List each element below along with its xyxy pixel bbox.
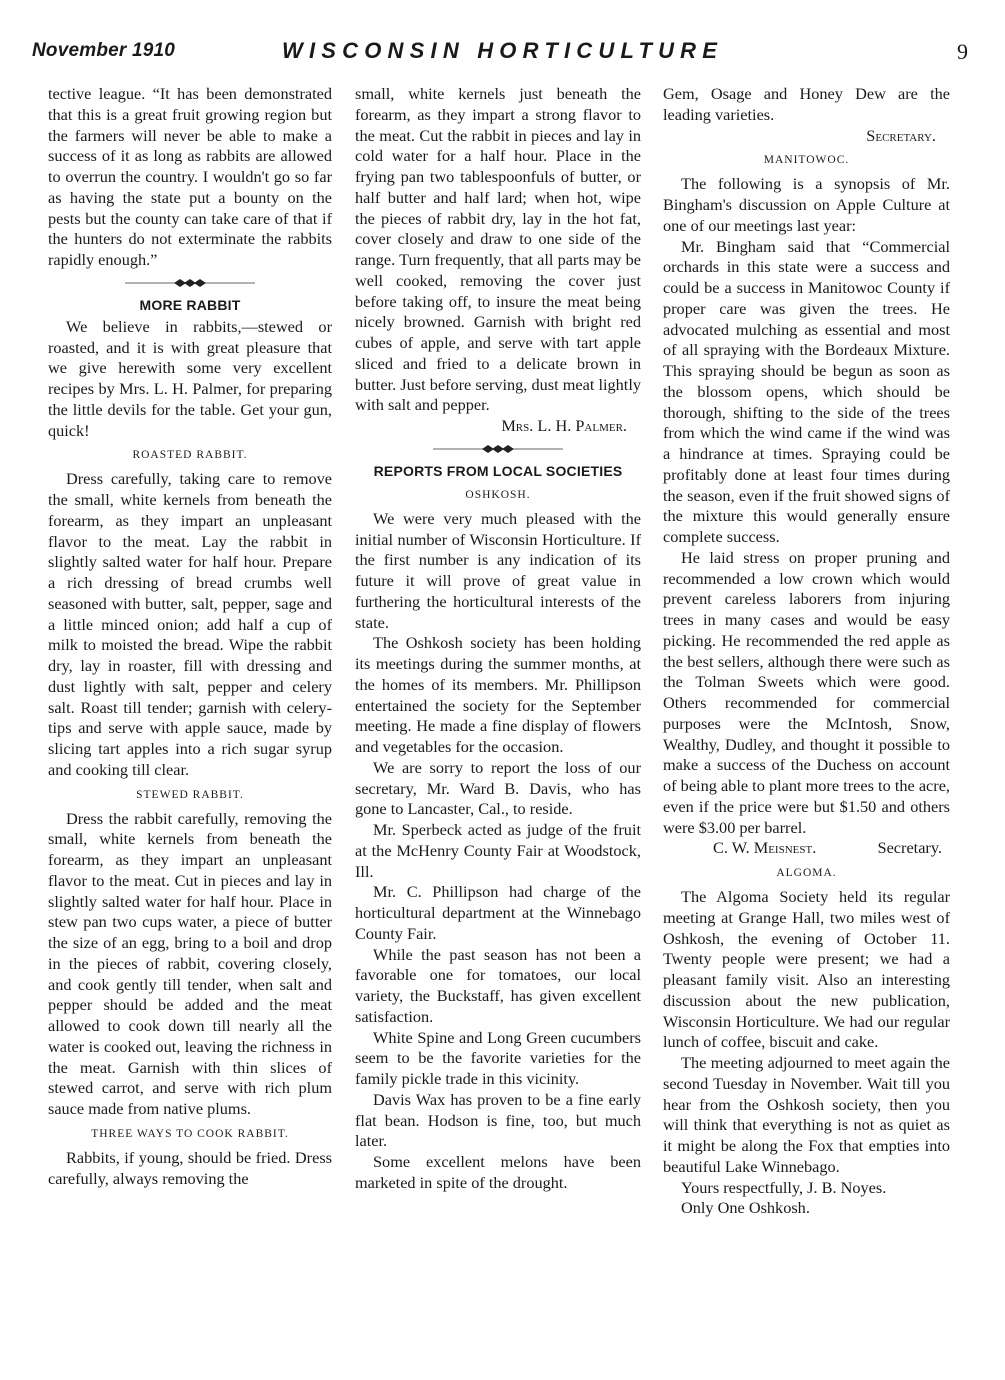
subsection-heading: OSHKOSH. <box>465 488 531 501</box>
paragraph: He laid stress on proper pruning and recommended a low crown which would prevent careless laborers from injuring trees in many cases and would be easy picking. He recommended the red apple as the best sellers, although there were such as the Tolman Sweets which were good. Others recommended for commercial purposes were the McIntosh, Snow, Wealthy, Dudley, and thought it possible to make a success of the Duchess on account of being able to plant more trees to the acre, even if the price were but $1.50 and others were $3.00 per barrel. <box>663 547 950 837</box>
paragraph: Some excellent melons have been marketed in spite of the drought. <box>355 1152 641 1192</box>
paragraph: While the past season has not been a favorable one for tomatoes, our local variety, the Buckstaff, has given excellent satisfaction. <box>355 944 641 1026</box>
subsection-heading: MANITOWOC. <box>763 154 850 167</box>
subsection-heading: ALGOMA. <box>776 867 837 879</box>
closing-signature: Yours respectfully, J. B. Noyes. <box>681 1177 887 1197</box>
paragraph: Davis Wax has proven to be a fine early flat bean. Hodson is fine, too, but much later. <box>355 1089 641 1151</box>
section-heading: REPORTS FROM LOCAL SOCIETIES <box>373 462 623 479</box>
paragraph: Mr. C. Phillipson had charge of the horticultural department at the Winnebago County Fair. <box>355 882 641 943</box>
column-middle <box>355 84 641 1194</box>
section-heading: MORE RABBIT <box>139 296 241 313</box>
paragraph: The meeting adjourned to meet again the second Tuesday in November. Wait till you hear from the Oshkosh society, then you will think that everything is not as quiet as it might be along the Fox that empties into beautiful Lake Winnebago. <box>663 1053 950 1176</box>
closing-signoff: Only One Oshkosh. <box>681 1198 810 1218</box>
paragraph: Dress carefully, taking care to remove the small, white kernels from beneath the forearm, as they impart an unpleasant flavor to the meat. Lay the rabbit in slightly salted water for half hour. Prepare a rich dressing of bread crumbs well seasoned with butter, salt, pepper, sage and a little minced onion; add half a cup of milk to moisted the bread. Wipe the rabbit dry, lay in roaster, fill with dressing and dust lightly with salt, pepper and celery salt. Roast till tender; garnish with celery-tips and serve with apple sauce, made by slicing tart apples into a rich sugar syrup and cooking till clear. <box>48 469 332 779</box>
column-right <box>663 84 950 1219</box>
paragraph: White Spine and Long Green cucumbers seem to be the favorite varieties for the family pickle trade in this vicinity. <box>355 1027 641 1088</box>
paragraph: Dress the rabbit carefully, removing the small, white kernels from beneath the forearm, as they impart an unpleasant flavor to the meat. Cut in pieces and lay in slightly salted water for half hour. Place in stew pan two cups water, a piece of butter the size of an egg, bring to a boil and drop in the pieces of rabbit, covering closely, and cook gently till tender, when salt and pepper should be added and the meat allowed to cook down till nearly all the water is cooked out, leaving the richness in the meat. Garnish with thin slices of stewed carrot, and serve with rich plum sauce made from native plums. <box>48 808 332 1118</box>
page-number: 9 <box>957 39 968 64</box>
page-header <box>32 40 972 76</box>
paragraph: We believe in rabbits,—stewed or roasted, and it is with great pleasure that we give herewith some very excellent recipes by Mrs. L. H. Palmer, for preparing the little devils for the table. Get your gun, quick! <box>48 316 332 440</box>
author-signature: Mrs. L. H. Palmer. <box>501 416 627 435</box>
paragraph: The Oshkosh society has been holding its meetings during the summer months, at the homes of its members. Mr. Phillipson entertained the society for the September meeting. He made a fine display of flowers and vegetables for the occasion. <box>355 633 641 756</box>
issue-date: November 1910 <box>32 40 176 61</box>
signature-row <box>663 838 950 859</box>
paragraph: We were very much pleased with the initial number of Wisconsin Horticulture. If the first number is any indication of its future it will prove of great value in furthering the horticultural interests of the state. <box>355 508 641 632</box>
paragraph: The following is a synopsis of Mr. Bingham's discussion on Apple Culture at one of our meetings last year: <box>663 174 950 235</box>
subsection-heading: THREE WAYS TO COOK RABBIT. <box>91 1127 289 1140</box>
paragraph: Gem, Osage and Honey Dew are the leading varieties. <box>663 84 950 124</box>
divider-ornament-icon <box>48 271 332 293</box>
signature-name: C. W. Meisnest. <box>713 838 817 858</box>
paragraph: Rabbits, if young, should be fried. Dress carefully, always removing the <box>48 1147 332 1188</box>
paragraph: tective league. “It has been demonstrated that this is a great fruit growing region but the farmers will never be able to make a success of it as long as rabbits are allowed to overrun the country. I wouldn't go so far as having the state put a bounty on the pests but the county can take care of that if the hunters do not exterminate the rabbits rapidly enough.” <box>48 84 332 269</box>
paragraph: small, white kernels just beneath the forearm, as they impart a strong flavor to the meat. Cut the rabbit in pieces and lay in cold water for a half hour. Place in the frying pan two tablespoonfuls of butter, or half butter and half lard; when hot, wipe the pieces of rabbit dry, lay in the hot fat, cover closely and draw to one side of the range. Turn frequently, that all parts may be well cooked, removing the cover just before taking off, to insure the meat being nicely browned. Garnish with bright red cubes of apple, and serve with tart apple sliced and fried to a delicate brown in butter. Just before serving, dust meat lightly with salt and pepper. <box>355 84 641 415</box>
paragraph: The Algoma Society held its regular meeting at Grange Hall, two miles west of Oshkosh, the evening of October 11. Twenty people were present; we had a pleasant family visit. Also an interesting discussion about the new publication, Wisconsin Horticulture. We had our regular lunch of coffee, biscuit and cake. <box>663 887 950 1052</box>
column-left <box>48 84 332 1189</box>
subsection-heading: ROASTED RABBIT. <box>132 449 248 462</box>
paragraph: We are sorry to report the loss of our secretary, Mr. Ward B. Davis, who has gone to Lancaster, Cal., to reside. <box>355 757 641 819</box>
secretary-signature: Secretary. <box>866 125 936 145</box>
paragraph: Mr. Sperbeck acted as judge of the fruit at the McHenry County Fair at Woodstock, Ill. <box>355 820 641 881</box>
journal-title: WISCONSIN HORTICULTURE <box>282 38 724 63</box>
signature-title: Secretary. <box>877 838 942 858</box>
paragraph: Mr. Bingham said that “Commercial orchards in this state were a success and could be a success in Manitowoc County if proper care was given the trees. He advocated mulching as essential and most of all spraying with the Bordeaux Mixture. This spraying should be begun as soon as the blossom opens, which should be thorough, shifting to the side of the trees from which the wind came if the wind was a hindrance at times. Spraying could be profitably done at least four times during the season, even if the fruit showed signs of the mixture this would generally ensure complete success. <box>663 236 950 546</box>
subsection-heading: STEWED RABBIT. <box>136 788 244 801</box>
divider-ornament-icon <box>355 437 641 459</box>
